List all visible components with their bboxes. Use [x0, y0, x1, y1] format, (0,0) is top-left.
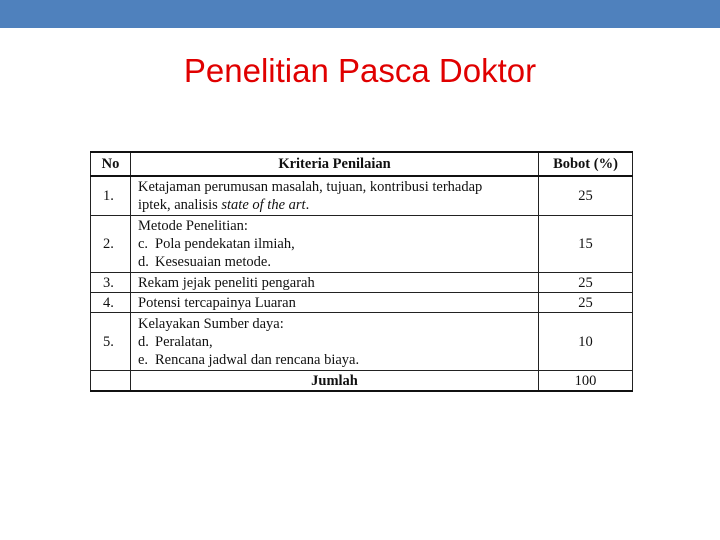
- table-row: [91, 273, 633, 293]
- total-label: Jumlah: [131, 371, 539, 392]
- row-kriteria: Potensi tercapainya Luaran: [131, 293, 539, 313]
- table-row: [91, 216, 633, 273]
- sub-item-label: d.: [138, 333, 149, 350]
- sub-item-label: d.: [138, 254, 149, 270]
- kriteria-heading: Metode Penelitian:: [138, 218, 248, 234]
- kriteria-sub-item: [138, 351, 534, 369]
- table-total-row: [91, 371, 633, 392]
- kriteria-line: [138, 196, 534, 214]
- kriteria-italic-text: state of the art: [221, 197, 306, 213]
- row-bobot: 10: [539, 313, 633, 371]
- sub-item-label: e.: [138, 351, 149, 368]
- row-no: 1.: [91, 176, 131, 216]
- table-header-row: [91, 152, 633, 176]
- top-accent-bar: [0, 0, 720, 28]
- header-no: No: [91, 152, 131, 176]
- row-bobot: 25: [539, 273, 633, 293]
- row-bobot: 15: [539, 216, 633, 273]
- row-bobot: 25: [539, 293, 633, 313]
- kriteria-text: iptek, analisis: [138, 197, 222, 213]
- table-row: [91, 313, 633, 371]
- row-no: 5.: [91, 313, 131, 371]
- criteria-table-container: [90, 151, 632, 392]
- row-no: 4.: [91, 293, 131, 313]
- sub-item-text: Kesesuaian metode.: [155, 254, 271, 270]
- kriteria-sub-item: [138, 253, 534, 271]
- table-row: [91, 176, 633, 216]
- kriteria-sub-item: [138, 235, 534, 253]
- header-bobot: Bobot (%): [539, 152, 633, 176]
- row-kriteria: [131, 176, 539, 216]
- slide-title: Penelitian Pasca Doktor: [183, 52, 537, 89]
- criteria-table: [90, 151, 633, 392]
- row-kriteria: [131, 313, 539, 371]
- kriteria-text: .: [305, 197, 310, 213]
- row-no: 3.: [91, 273, 131, 293]
- sub-item-text: Peralatan,: [155, 333, 213, 350]
- row-no: 2.: [91, 216, 131, 273]
- total-empty-cell: [91, 371, 131, 392]
- row-kriteria: [131, 216, 539, 273]
- row-bobot: 25: [539, 176, 633, 216]
- total-bobot: 100: [539, 371, 633, 392]
- sub-item-label: c.: [138, 236, 149, 252]
- header-kriteria: Kriteria Penilaian: [131, 152, 539, 176]
- sub-item-text: Rencana jadwal dan rencana biaya.: [155, 351, 360, 368]
- row-kriteria: Rekam jejak peneliti pengarah: [131, 273, 539, 293]
- kriteria-heading: Kelayakan Sumber daya:: [138, 315, 284, 332]
- kriteria-line: Ketajaman perumusan masalah, tujuan, kontribusi terhadap: [138, 179, 483, 195]
- sub-item-text: Pola pendekatan ilmiah,: [155, 236, 295, 252]
- table-row: [91, 293, 633, 313]
- kriteria-sub-item: [138, 333, 534, 351]
